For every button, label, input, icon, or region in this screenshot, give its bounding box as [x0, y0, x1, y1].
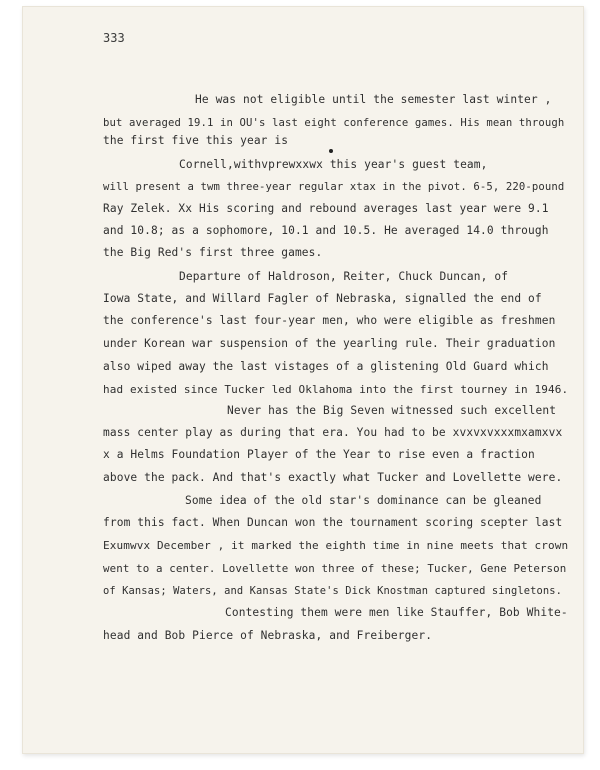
text-line: Iowa State, and Willard Fagler of Nebraska, signalled the end of: [103, 292, 542, 305]
text-line: He was not eligible until the semester last winter ,: [195, 93, 552, 106]
text-line: went to a center. Lovellette won three of these; Tucker, Gene Peterson: [103, 562, 567, 575]
text-line: Cornell,withvprewxxwx this year's guest team,: [179, 158, 488, 171]
text-line: will present a twm three-year regular xtax in the pivot. 6-5, 220-pound: [103, 181, 565, 193]
text-line: also wiped away the last vistages of a glistening Old Guard which: [103, 360, 549, 373]
text-line: but averaged 19.1 in OU's last eight conference games. His mean through: [103, 117, 565, 129]
text-line: from this fact. When Duncan won the tournament scoring scepter last: [103, 516, 563, 529]
text-line: of Kansas; Waters, and Kansas State's Dick Knostman captured singletons.: [103, 585, 563, 597]
text-line: Contesting them were men like Stauffer, Bob White-: [225, 606, 568, 619]
text-line: and 10.8; as a sophomore, 10.1 and 10.5. He averaged 14.0 through: [103, 224, 549, 237]
text-line: Exumwvx December , it marked the eighth time in nine meets that crown: [103, 539, 569, 552]
text-line: the conference's last four-year men, who were eligible as freshmen: [103, 314, 556, 327]
text-line: Some idea of the old star's dominance can be gleaned: [185, 494, 542, 507]
text-line: the Big Red's first three games.: [103, 246, 323, 259]
text-line: under Korean war suspension of the yearling rule. Their graduation: [103, 337, 556, 350]
text-line: Ray Zelek. Xx His scoring and rebound averages last year were 9.1: [103, 202, 549, 215]
text-line: Departure of Haldroson, Reiter, Chuck Duncan, of: [179, 270, 509, 283]
text-line: Never has the Big Seven witnessed such excellent: [227, 404, 557, 417]
ink-dot: [329, 149, 333, 153]
text-line: x a Helms Foundation Player of the Year to rise even a fraction: [103, 448, 535, 461]
text-line: had existed since Tucker led Oklahoma into the first tourney in 1946.: [103, 383, 569, 396]
text-line: head and Bob Pierce of Nebraska, and Freiberger.: [103, 629, 433, 642]
page-number: 333: [103, 31, 125, 45]
text-line: mass center play as during that era. You had to be xvxvxvxxxmxamxvx: [103, 426, 563, 439]
document-page: [22, 6, 584, 754]
text-line: the first five this year is: [103, 134, 289, 147]
text-line: above the pack. And that's exactly what Tucker and Lovellette were.: [103, 471, 563, 484]
